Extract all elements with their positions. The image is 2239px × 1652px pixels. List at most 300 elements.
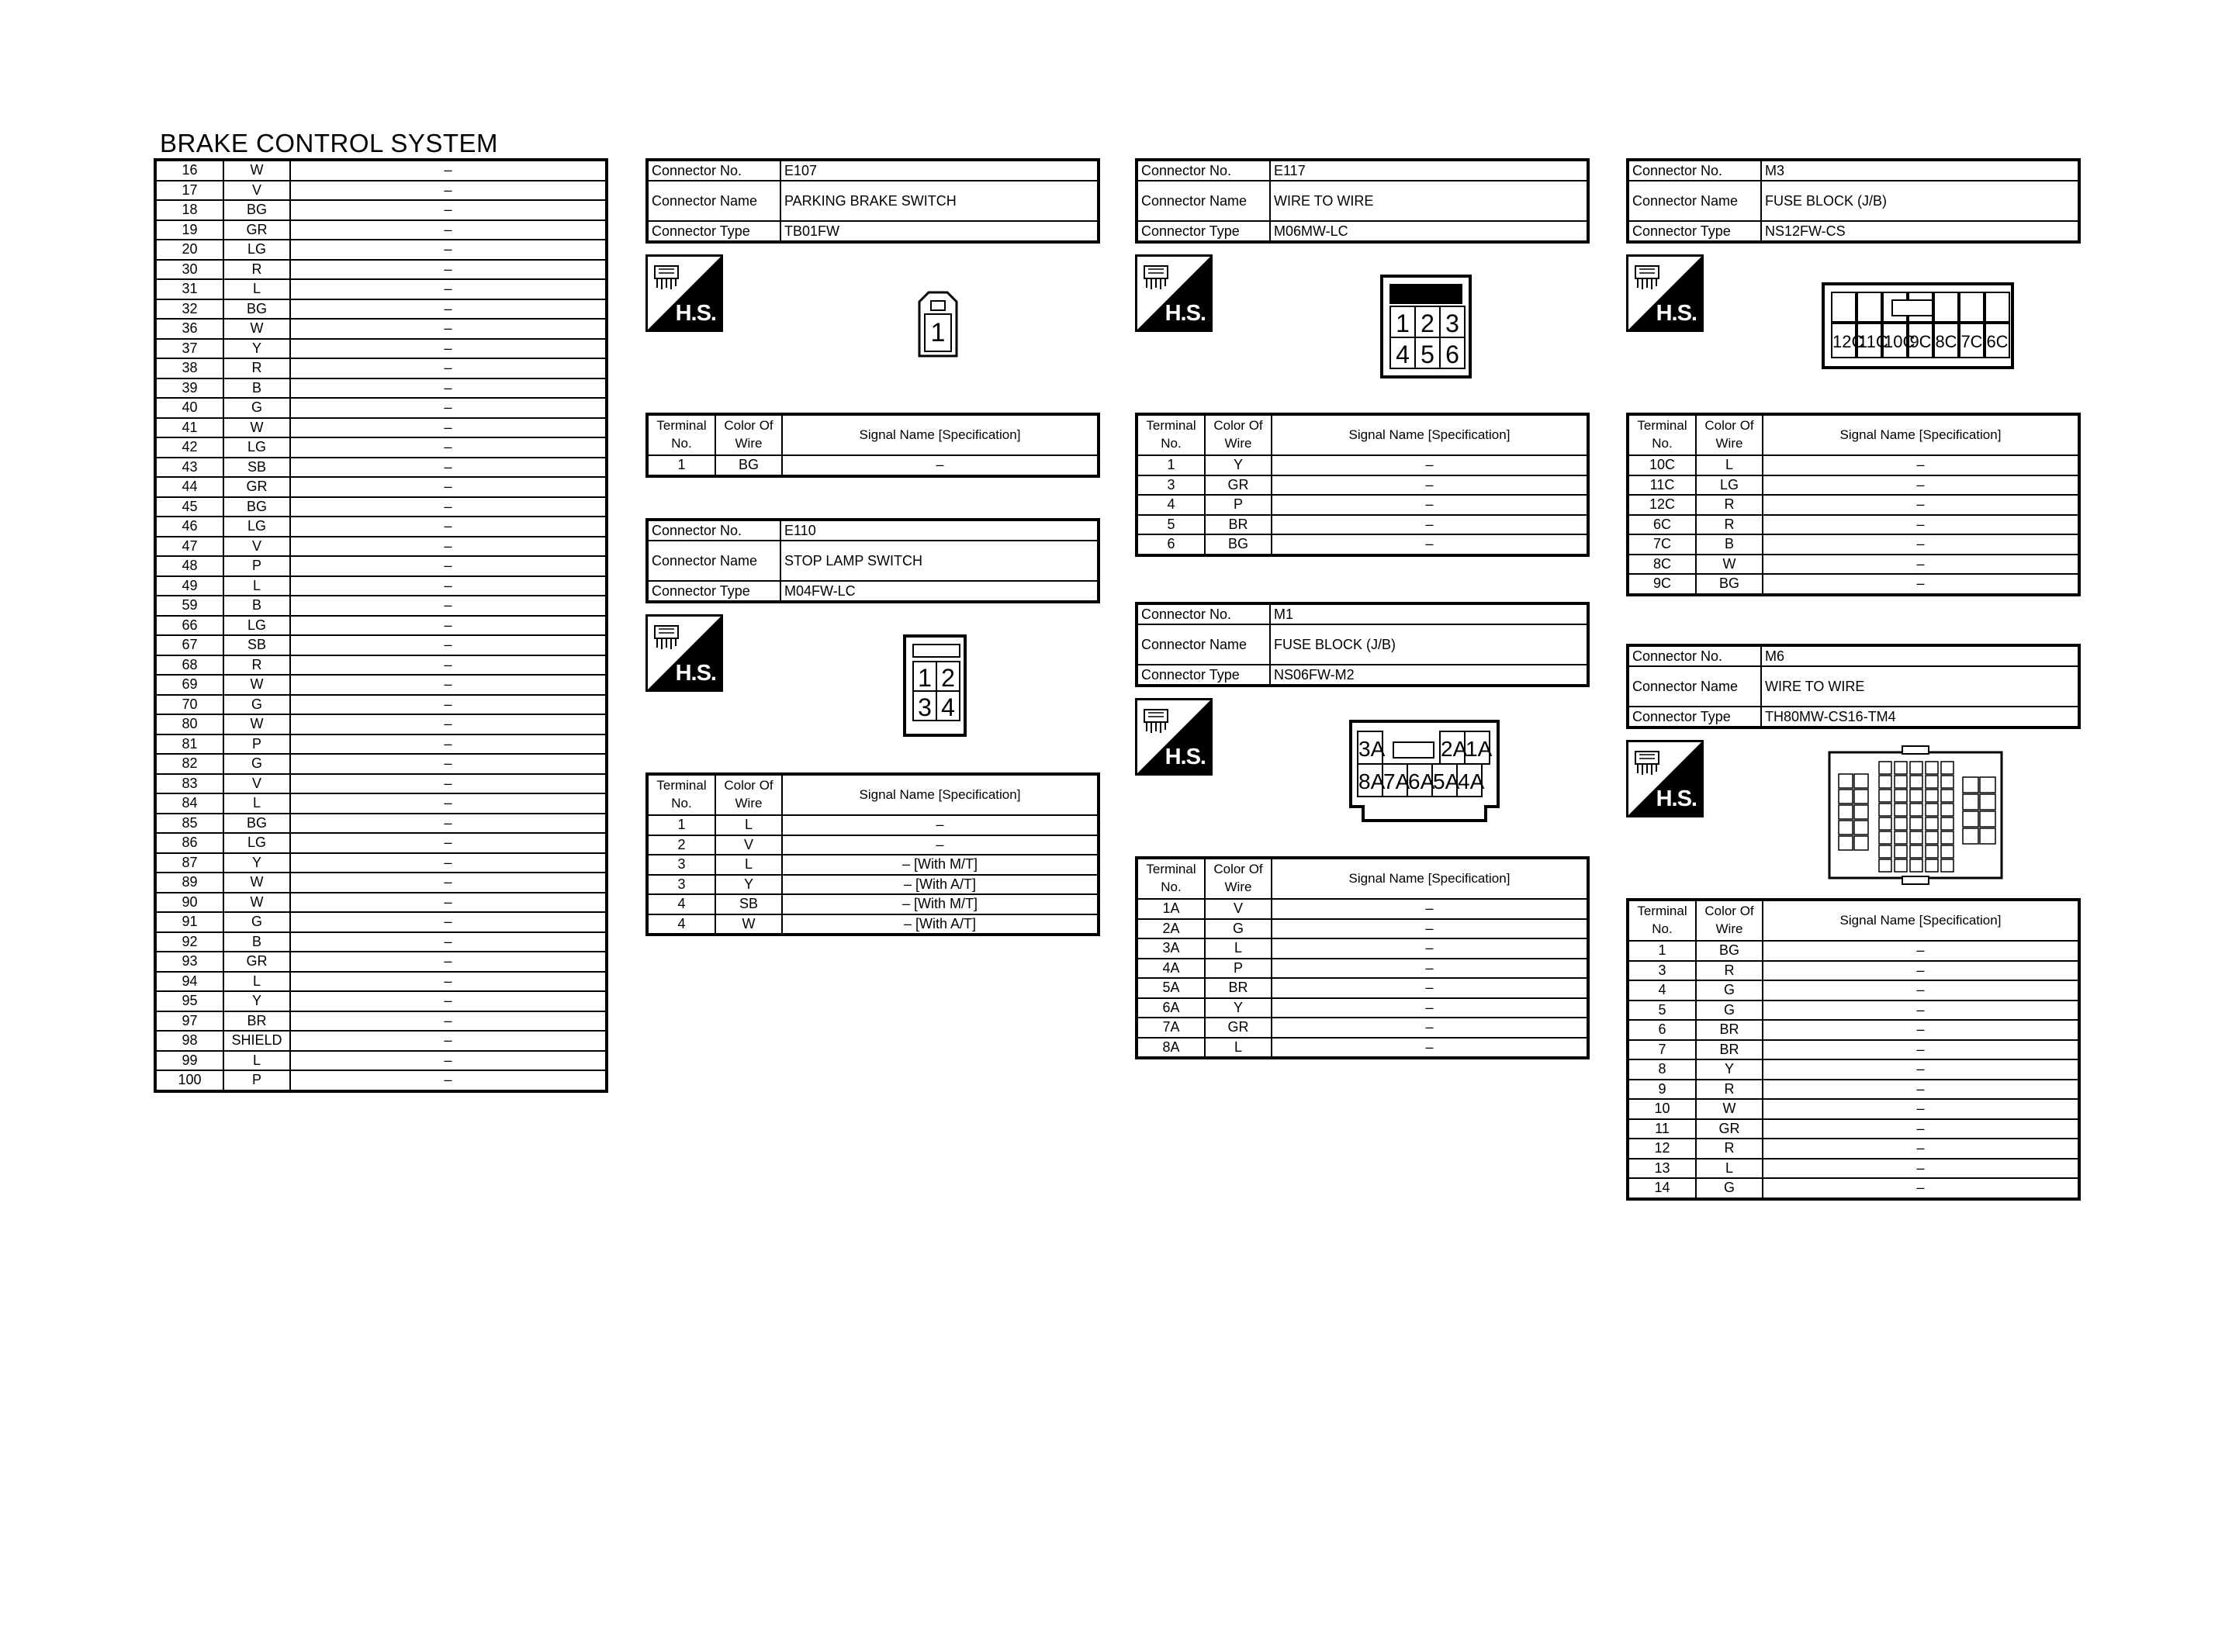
left-terminal-table: [154, 158, 608, 1093]
wire-color-cell: BR: [1696, 1020, 1763, 1040]
terminal-no-cell: 45: [155, 497, 223, 517]
wire-color-cell: BG: [1205, 534, 1272, 555]
info-label: Connector Type: [647, 581, 780, 602]
terminal-no-cell: 1: [1137, 455, 1205, 475]
wire-color-cell: R: [1696, 495, 1763, 515]
table-row: [155, 220, 607, 240]
header-signal-name: Signal Name [Specification]: [782, 774, 1099, 815]
table-row: [155, 378, 607, 399]
terminal-no-cell: 87: [155, 853, 223, 873]
wire-color-cell: P: [1205, 495, 1272, 515]
signal-name-cell: –: [290, 814, 607, 834]
info-row: [1628, 221, 2079, 242]
terminal-no-cell: 2A: [1137, 919, 1205, 939]
signal-name-cell: –: [290, 181, 607, 201]
terminal-no-cell: 6A: [1137, 998, 1205, 1018]
wire-color-cell: BG: [223, 814, 290, 834]
pin-cell: 2: [1414, 306, 1441, 338]
terminal-no-cell: 85: [155, 814, 223, 834]
terminal-no-cell: 32: [155, 299, 223, 320]
header-color-of-wire: Color Of Wire: [715, 414, 782, 455]
terminal-no-cell: 2: [647, 835, 715, 855]
table-row: [155, 1070, 607, 1091]
table-header: [1628, 900, 2079, 941]
table-header: [1137, 414, 1588, 455]
signal-name-cell: –: [1763, 1020, 2079, 1040]
pin-cell: 4: [1389, 337, 1416, 369]
pin-cell: 11C: [1857, 323, 1882, 358]
pin-cell: 8C: [1933, 323, 1959, 358]
wire-color-cell: Y: [223, 991, 290, 1011]
terminal-no-cell: 19: [155, 220, 223, 240]
table-row: [647, 894, 1099, 914]
info-label: Connector No.: [1137, 603, 1270, 624]
info-label: Connector Name: [1137, 181, 1270, 221]
connector-info-e117: [1135, 158, 1590, 244]
connector-no: E117: [1270, 160, 1588, 181]
table-row: [1628, 1159, 2079, 1179]
info-row: [1137, 624, 1588, 665]
terminal-slot: [1831, 292, 1857, 323]
signal-name-cell: –: [290, 714, 607, 734]
hs-label: H.S.: [1164, 745, 1206, 769]
terminal-slot: [1933, 292, 1959, 323]
terminal-no-cell: 36: [155, 319, 223, 339]
table-row: [1628, 515, 2079, 535]
pin-cell: 1A: [1464, 731, 1490, 765]
pin-cell: 6: [1439, 337, 1466, 369]
terminal-no-cell: 14: [1628, 1178, 1696, 1199]
wire-color-cell: B: [223, 378, 290, 399]
pin-cell: 4A: [1456, 763, 1483, 797]
info-label: Connector Type: [1628, 221, 1761, 242]
pin-cell: 8A: [1357, 763, 1383, 797]
connector-info-e107: [645, 158, 1100, 244]
table-row: [155, 458, 607, 478]
table-row: [155, 833, 607, 853]
signal-name-cell: –: [1763, 1059, 2079, 1080]
wire-color-cell: LG: [223, 833, 290, 853]
table-row: [155, 991, 607, 1011]
table-row: [155, 240, 607, 260]
table-row: [155, 1011, 607, 1032]
terminal-no-cell: 11: [1628, 1119, 1696, 1139]
terminal-no-cell: 4: [1628, 980, 1696, 1001]
signal-name-cell: –: [1763, 555, 2079, 575]
wire-color-cell: GR: [1205, 1018, 1272, 1038]
terminal-no-cell: 9C: [1628, 574, 1696, 595]
wire-color-cell: V: [715, 835, 782, 855]
signal-name-cell: –: [290, 220, 607, 240]
table-row: [1628, 534, 2079, 555]
table-row: [155, 1051, 607, 1071]
signal-name-cell: –: [290, 695, 607, 715]
terminal-no-cell: 20: [155, 240, 223, 260]
wire-color-cell: W: [223, 160, 290, 181]
terminal-no-cell: 94: [155, 972, 223, 992]
signal-name-cell: –: [290, 378, 607, 399]
terminal-no-cell: 12: [1628, 1139, 1696, 1159]
terminal-no-cell: 7: [1628, 1040, 1696, 1060]
connector-face-e110: [903, 634, 967, 737]
terminal-no-cell: 6C: [1628, 515, 1696, 535]
signal-name-cell: –: [290, 497, 607, 517]
info-label: Connector No.: [1628, 645, 1761, 666]
terminal-no-cell: 47: [155, 537, 223, 557]
table-row: [1628, 1139, 2079, 1159]
table-row: [155, 616, 607, 636]
table-row: [647, 855, 1099, 875]
terminal-no-cell: 38: [155, 358, 223, 378]
terminal-no-cell: 68: [155, 655, 223, 676]
wire-color-cell: L: [1696, 455, 1763, 475]
table-row: [1628, 1119, 2079, 1139]
pin-cell: 5: [1414, 337, 1441, 369]
terminal-no-cell: 84: [155, 793, 223, 814]
terminal-no-cell: 43: [155, 458, 223, 478]
signal-name-cell: –: [1272, 998, 1588, 1018]
signal-name-cell: –: [290, 873, 607, 893]
wire-color-cell: BG: [715, 455, 782, 476]
table-row: [155, 556, 607, 576]
table-row: [155, 279, 607, 299]
signal-name-cell: –: [1272, 938, 1588, 959]
signal-name-cell: –: [1763, 1178, 2079, 1199]
pin-cell: 6C: [1985, 323, 2010, 358]
table-row: [155, 160, 607, 181]
terminal-table-e117: [1135, 413, 1590, 557]
wire-color-cell: V: [223, 181, 290, 201]
wire-color-cell: B: [223, 932, 290, 952]
wire-color-cell: R: [1696, 961, 1763, 981]
info-row: [647, 541, 1099, 581]
terminal-no-cell: 31: [155, 279, 223, 299]
table-row: [1137, 495, 1588, 515]
terminal-no-cell: 1A: [1137, 899, 1205, 919]
table-row: [155, 714, 607, 734]
connector-no: M6: [1761, 645, 2079, 666]
table-row: [155, 932, 607, 952]
terminal-no-cell: 37: [155, 339, 223, 359]
table-row: [1628, 1099, 2079, 1119]
table-row: [647, 914, 1099, 935]
harness-side-icon: [645, 614, 723, 692]
info-row: [647, 520, 1099, 541]
terminal-no-cell: 3: [1628, 961, 1696, 981]
pin-cell: 4: [936, 690, 960, 721]
info-label: Connector Type: [1137, 665, 1270, 686]
wire-color-cell: B: [223, 596, 290, 616]
wire-color-cell: R: [1696, 1080, 1763, 1100]
table-row: [1137, 534, 1588, 555]
signal-name-cell: –: [290, 398, 607, 418]
wire-color-cell: L: [223, 576, 290, 596]
table-row: [1137, 475, 1588, 496]
terminal-no-cell: 3A: [1137, 938, 1205, 959]
connector-hand-icon: [1142, 261, 1176, 292]
table-row: [1628, 961, 2079, 981]
info-row: [1137, 665, 1588, 686]
hs-label: H.S.: [675, 301, 716, 326]
info-label: Connector Name: [647, 541, 780, 581]
signal-name-cell: –: [1272, 899, 1588, 919]
table-row: [1628, 495, 2079, 515]
wire-color-cell: G: [223, 695, 290, 715]
table-row: [155, 200, 607, 220]
header-signal-name: Signal Name [Specification]: [782, 414, 1099, 455]
connector-info-e110: [645, 518, 1100, 603]
terminal-no-cell: 10C: [1628, 455, 1696, 475]
table-row: [1137, 998, 1588, 1018]
signal-name-cell: –: [1763, 455, 2079, 475]
info-label: Connector Name: [1628, 666, 1761, 707]
terminal-no-cell: 8: [1628, 1059, 1696, 1080]
header-terminal-no: Terminal No.: [1628, 900, 1696, 941]
table-header: [1628, 414, 2079, 455]
signal-name-cell: –: [290, 1031, 607, 1051]
table-row: [1137, 978, 1588, 998]
wire-color-cell: P: [223, 1070, 290, 1091]
wire-color-cell: R: [223, 655, 290, 676]
page-title: BRAKE CONTROL SYSTEM: [160, 129, 499, 157]
connector-name: WIRE TO WIRE: [1270, 181, 1588, 221]
terminal-no-cell: 18: [155, 200, 223, 220]
wire-color-cell: L: [715, 815, 782, 835]
table-row: [1628, 1059, 2079, 1080]
connector-name: FUSE BLOCK (J/B): [1270, 624, 1588, 665]
wire-color-cell: R: [1696, 515, 1763, 535]
signal-name-cell: –: [290, 793, 607, 814]
table-row: [155, 754, 607, 774]
wire-color-cell: G: [1696, 1001, 1763, 1021]
terminal-no-cell: 90: [155, 893, 223, 913]
table-row: [155, 774, 607, 794]
signal-name-cell: –: [290, 1011, 607, 1032]
header-color-of-wire: Color Of Wire: [1696, 414, 1763, 455]
pin-cell: 3: [912, 690, 937, 721]
wire-color-cell: BR: [223, 1011, 290, 1032]
signal-name-cell: –: [1763, 1139, 2079, 1159]
terminal-no-cell: 6: [1137, 534, 1205, 555]
connector-type: TH80MW-CS16-TM4: [1761, 707, 2079, 728]
signal-name-cell: –: [290, 458, 607, 478]
table-row: [1628, 555, 2079, 575]
wire-color-cell: Y: [223, 339, 290, 359]
signal-name-cell: –: [1763, 1040, 2079, 1060]
header-terminal-no: Terminal No.: [647, 414, 715, 455]
wire-color-cell: W: [223, 418, 290, 438]
signal-name-cell: –: [290, 833, 607, 853]
wire-color-cell: W: [223, 893, 290, 913]
signal-name-cell: –: [1763, 1119, 2079, 1139]
signal-name-cell: – [With M/T]: [782, 855, 1099, 875]
signal-name-cell: –: [290, 734, 607, 755]
table-row: [1628, 455, 2079, 475]
signal-name-cell: –: [1763, 574, 2079, 595]
info-row: [1137, 603, 1588, 624]
info-row: [1628, 707, 2079, 728]
table-row: [1137, 1038, 1588, 1059]
wire-color-cell: L: [1205, 938, 1272, 959]
pin-cell: 1: [1389, 306, 1416, 338]
pin-cell: 10C: [1882, 323, 1908, 358]
terminal-no-cell: 69: [155, 675, 223, 695]
table-row: [155, 319, 607, 339]
wire-color-cell: W: [223, 319, 290, 339]
terminal-no-cell: 12C: [1628, 495, 1696, 515]
terminal-no-cell: 83: [155, 774, 223, 794]
wire-color-cell: R: [223, 358, 290, 378]
signal-name-cell: –: [290, 200, 607, 220]
signal-name-cell: –: [290, 596, 607, 616]
pin-cell: 7A: [1382, 763, 1408, 797]
connector-hand-icon: [1142, 705, 1176, 736]
table-row: [647, 815, 1099, 835]
wire-color-cell: GR: [1205, 475, 1272, 496]
signal-name-cell: –: [1763, 1099, 2079, 1119]
signal-name-cell: –: [290, 477, 607, 497]
signal-name-cell: –: [290, 537, 607, 557]
signal-name-cell: –: [290, 774, 607, 794]
header-signal-name: Signal Name [Specification]: [1272, 858, 1588, 899]
terminal-no-cell: 7C: [1628, 534, 1696, 555]
wire-color-cell: LG: [1696, 475, 1763, 496]
wire-color-cell: V: [1205, 899, 1272, 919]
terminal-no-cell: 6: [1628, 1020, 1696, 1040]
info-row: [1137, 221, 1588, 242]
wire-color-cell: Y: [1205, 998, 1272, 1018]
signal-name-cell: –: [1272, 959, 1588, 979]
signal-name-cell: –: [290, 893, 607, 913]
wire-color-cell: BG: [223, 299, 290, 320]
wire-color-cell: P: [1205, 959, 1272, 979]
pin-cell: 1: [930, 318, 946, 347]
signal-name-cell: – [With A/T]: [782, 875, 1099, 895]
wire-color-cell: W: [223, 873, 290, 893]
signal-name-cell: –: [290, 1070, 607, 1091]
terminal-no-cell: 3: [647, 875, 715, 895]
pin-cell: 7C: [1959, 323, 1985, 358]
connector-hand-icon: [1633, 261, 1667, 292]
table-row: [155, 517, 607, 537]
harness-side-icon: [1135, 254, 1213, 332]
table-row: [1137, 1018, 1588, 1038]
header-signal-name: Signal Name [Specification]: [1763, 900, 2079, 941]
terminal-no-cell: 93: [155, 952, 223, 972]
connector-face-m1: [1349, 720, 1500, 822]
table-row: [647, 455, 1099, 476]
connector-hand-icon: [1633, 747, 1667, 778]
terminal-no-cell: 30: [155, 260, 223, 280]
table-row: [1628, 1080, 2079, 1100]
table-row: [1628, 475, 2079, 496]
harness-side-icon: [645, 254, 723, 332]
signal-name-cell: –: [290, 160, 607, 181]
signal-name-cell: –: [290, 556, 607, 576]
terminal-no-cell: 44: [155, 477, 223, 497]
table-row: [155, 734, 607, 755]
table-row: [1137, 455, 1588, 475]
connector-info-m6: [1626, 644, 2081, 729]
header-terminal-no: Terminal No.: [647, 774, 715, 815]
signal-name-cell: –: [290, 853, 607, 873]
table-row: [155, 793, 607, 814]
connector-lock: [912, 644, 960, 658]
table-row: [647, 875, 1099, 895]
wire-color-cell: Y: [223, 853, 290, 873]
signal-name-cell: –: [1763, 941, 2079, 961]
terminal-no-cell: 5: [1137, 515, 1205, 535]
signal-name-cell: –: [290, 299, 607, 320]
wire-color-cell: G: [223, 912, 290, 932]
table-row: [155, 537, 607, 557]
wire-color-cell: BR: [1696, 1040, 1763, 1060]
table-row: [1628, 1040, 2079, 1060]
wire-color-cell: P: [223, 734, 290, 755]
signal-name-cell: –: [1763, 515, 2079, 535]
pin-cell: 3: [1439, 306, 1466, 338]
table-row: [155, 655, 607, 676]
signal-name-cell: –: [1763, 1001, 2079, 1021]
terminal-no-cell: 16: [155, 160, 223, 181]
signal-name-cell: –: [290, 635, 607, 655]
connector-name: PARKING BRAKE SWITCH: [780, 181, 1099, 221]
table-row: [647, 835, 1099, 855]
terminal-no-cell: 1: [647, 455, 715, 476]
terminal-no-cell: 97: [155, 1011, 223, 1032]
info-row: [647, 581, 1099, 602]
info-row: [647, 221, 1099, 242]
table-row: [155, 339, 607, 359]
table-row: [155, 972, 607, 992]
hs-label: H.S.: [1656, 301, 1697, 326]
terminal-no-cell: 46: [155, 517, 223, 537]
terminal-table-m1: [1135, 856, 1590, 1059]
terminal-slot: [1857, 292, 1882, 323]
signal-name-cell: –: [290, 279, 607, 299]
connector-face-e107: [918, 291, 958, 358]
header-color-of-wire: Color Of Wire: [1205, 414, 1272, 455]
signal-name-cell: –: [290, 655, 607, 676]
terminal-table-e107: [645, 413, 1100, 478]
table-row: [155, 893, 607, 913]
signal-name-cell: –: [782, 455, 1099, 476]
terminal-no-cell: 82: [155, 754, 223, 774]
connector-hand-icon: [652, 621, 687, 652]
header-terminal-no: Terminal No.: [1137, 858, 1205, 899]
terminal-no-cell: 40: [155, 398, 223, 418]
terminal-no-cell: 89: [155, 873, 223, 893]
table-row: [155, 635, 607, 655]
wire-color-cell: SB: [223, 458, 290, 478]
wire-color-cell: LG: [223, 240, 290, 260]
signal-name-cell: –: [1763, 495, 2079, 515]
wire-color-cell: W: [715, 914, 782, 935]
table-row: [1137, 938, 1588, 959]
table-row: [155, 260, 607, 280]
signal-name-cell: –: [1763, 534, 2079, 555]
wire-color-cell: B: [1696, 534, 1763, 555]
info-row: [1628, 160, 2079, 181]
table-header: [647, 774, 1099, 815]
wire-color-cell: GR: [223, 220, 290, 240]
signal-name-cell: –: [290, 754, 607, 774]
header-color-of-wire: Color Of Wire: [1205, 858, 1272, 899]
signal-name-cell: –: [290, 517, 607, 537]
signal-name-cell: –: [1272, 1038, 1588, 1059]
terminal-slot: [1985, 292, 2010, 323]
terminal-no-cell: 4: [647, 914, 715, 935]
